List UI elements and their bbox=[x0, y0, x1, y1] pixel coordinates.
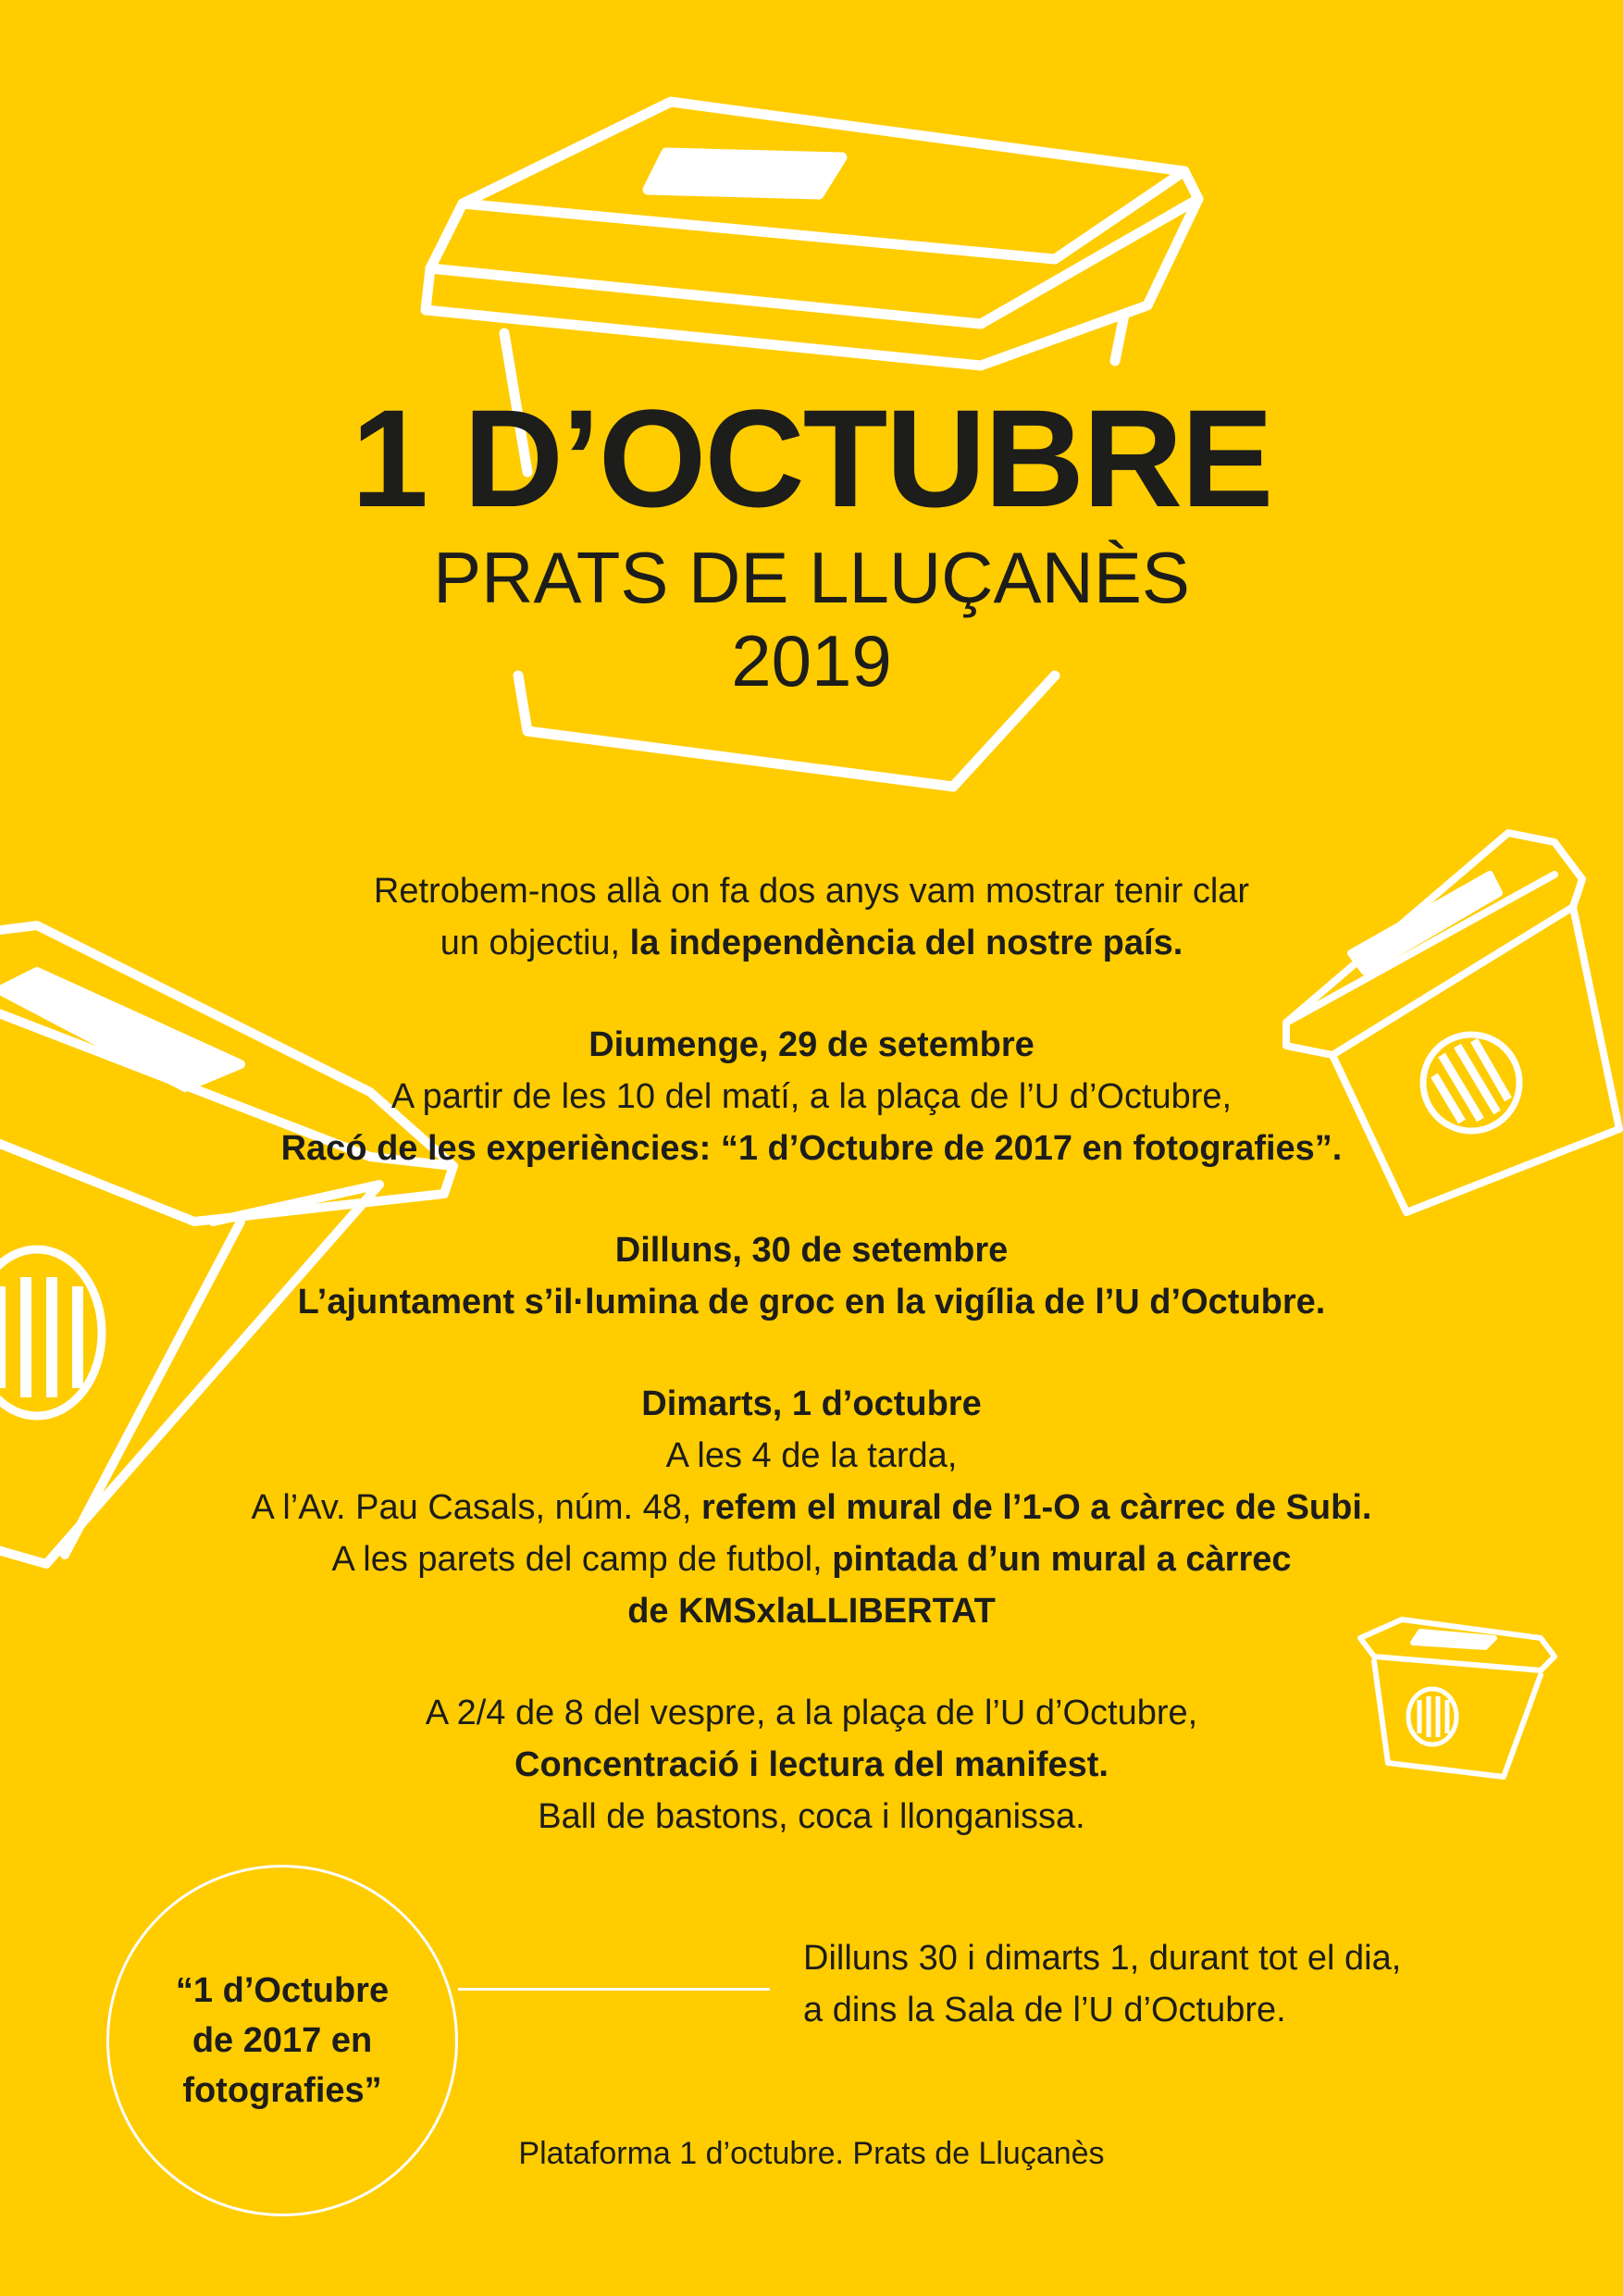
event-detail: A l’Av. Pau Casals, núm. 48, refem el mural de l’1-O a càrrec de Subi. bbox=[251, 1488, 1372, 1527]
event-programme bbox=[0, 865, 1623, 1843]
event-detail: Ball de bastons, coca i llonganissa. bbox=[538, 1797, 1085, 1836]
event-year: 2019 bbox=[731, 620, 892, 701]
event-highlight: de KMSxlaLLIBERTAT bbox=[627, 1592, 996, 1631]
event-date: Dimarts, 1 d’octubre bbox=[641, 1384, 982, 1423]
event-detail: A 2/4 de 8 del vespre, a la plaça de l’U d’Octubre, bbox=[425, 1694, 1198, 1732]
exhibition-info bbox=[803, 1932, 1562, 2036]
event-highlight: Racó de les experiències: “1 d’Octubre de 2017 en fotografies”. bbox=[280, 1129, 1343, 1168]
event-highlight: L’ajuntament s’il·lumina de groc en la vigília de l’U d’Octubre. bbox=[297, 1283, 1326, 1322]
footer-credit: Plataforma 1 d’octubre. Prats de Lluçanès bbox=[518, 2136, 1105, 2171]
page-subtitle: PRATS DE LLUÇANÈS bbox=[433, 537, 1190, 618]
exhibition-title: “1 d’Octubre de 2017 en fotografies” bbox=[175, 1971, 390, 2110]
connector-line bbox=[458, 1988, 770, 1991]
event-date: Diumenge, 29 de setembre bbox=[588, 1025, 1035, 1064]
event-detail: A les parets del camp de futbol, pintada d’un mural a càrrec bbox=[331, 1540, 1292, 1579]
event-highlight: Concentració i lectura del manifest. bbox=[514, 1745, 1109, 1784]
exhibition-line: Dilluns 30 i dimarts 1, durant tot el dia, bbox=[803, 1939, 1402, 1978]
intro-line: un objectiu, la independència del nostre país. bbox=[440, 924, 1183, 962]
page-title: 1 D’OCTUBRE bbox=[351, 380, 1272, 536]
event-date: Dilluns, 30 de setembre bbox=[614, 1231, 1009, 1270]
event-detail: A les 4 de la tarda, bbox=[665, 1436, 958, 1475]
exhibition-line: a dins la Sala de l’U d’Octubre. bbox=[803, 1991, 1286, 2029]
event-detail: A partir de les 10 del matí, a la plaça de l’U d’Octubre, bbox=[390, 1077, 1233, 1116]
intro-line: Retrobem-nos allà on fa dos anys vam mostrar tenir clar bbox=[373, 872, 1250, 911]
